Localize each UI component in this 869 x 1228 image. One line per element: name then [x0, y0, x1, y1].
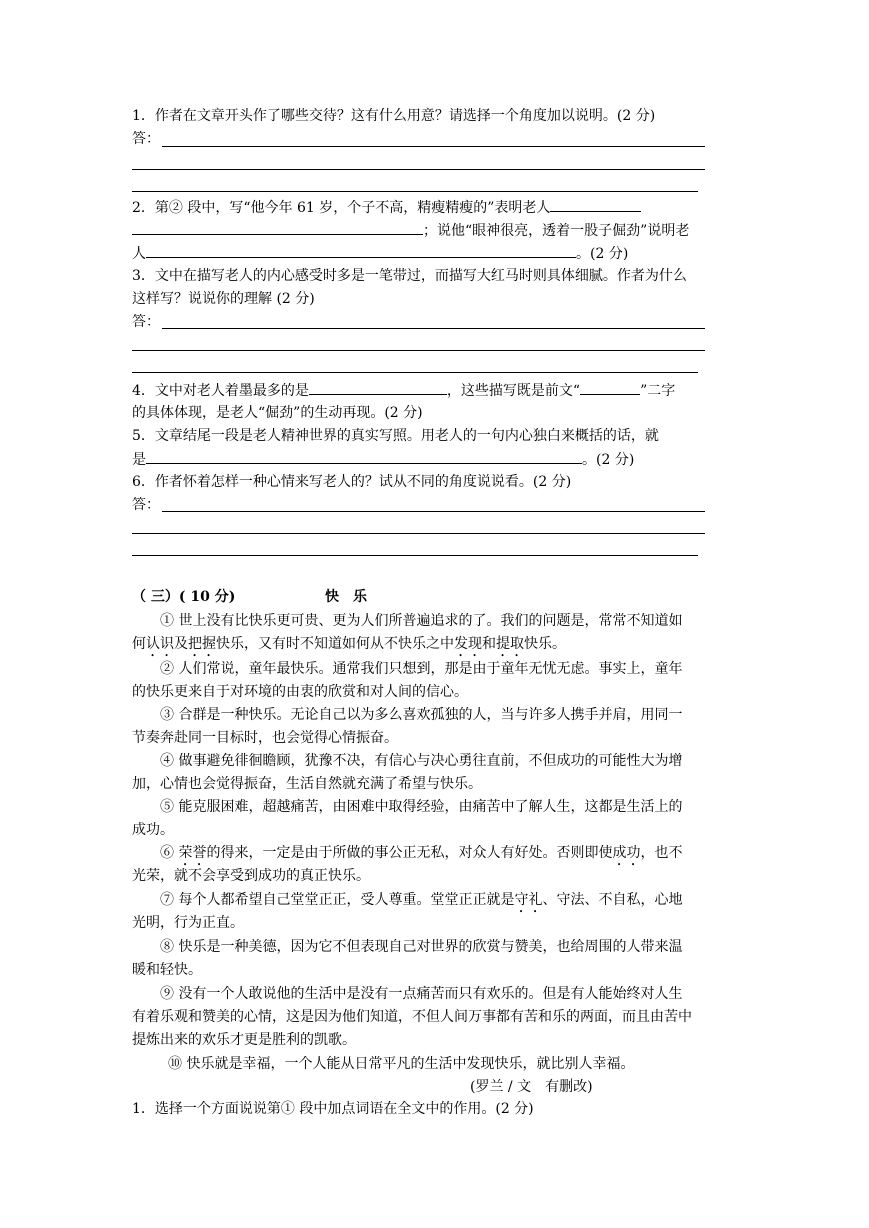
paragraph-9-cont-2: 提炼出来的欢乐才更是胜利的凯歌。: [132, 1032, 356, 1048]
question-4-line-1: 4．文中对老人着墨最多的是 ，这些描写既是前文“ ”二字: [132, 380, 675, 400]
paragraph-9: ⑨ 没有一个人敢说他的生活中是没有一点痛苦而只有欢乐的。但是有人能始终对人生: [160, 986, 683, 1002]
question-5-line-1: 5．文章结尾一段是老人精神世界的真实写照。用老人的一句内心独白来概括的话，就: [132, 428, 659, 444]
question-1: 1．作者在文章开头作了哪些交待？这有什么用意？请选择一个角度加以说明。(2 分): [132, 108, 656, 124]
question-3-line-1: 3．文中在描写老人的内心感受时多是一笔带过，而描写大红马时则具体细腻。作者为什么: [132, 268, 687, 284]
answer-line[interactable]: [132, 350, 705, 351]
paragraph-3: ③ 合群是一种快乐。无论自己以为多么喜欢孤独的人，当与许多人携手并肩，用同一: [160, 707, 683, 723]
final-question: 1．选择一个方面说说第① 段中加点词语在全文中的作用。(2 分): [132, 1101, 534, 1117]
question-2-line-3: 人 。(2 分): [132, 243, 628, 263]
paragraph-5: ⑤ 能克服困难，超越痛苦，由困难中取得经验，由痛苦中了解人生，这都是生活上的: [160, 799, 683, 815]
question-4-line-2: 的具体体现，是老人“倔劲”的生动再现。(2 分): [132, 405, 423, 421]
blank[interactable]: [309, 380, 447, 395]
paragraph-6: ⑥ 荣誉的得来，一定是由于所做的事公正无私，对众人有好处。否则即使成功，也不: [160, 845, 683, 861]
paragraph-6-cont: 光荣，就不会享受到成功的真正快乐。: [132, 868, 370, 884]
paragraph-5-cont: 成功。: [132, 822, 174, 838]
question-6: 6．作者怀着怎样一种心情来写老人的？试从不同的角度说说看。(2 分): [132, 474, 572, 490]
blank[interactable]: [580, 380, 640, 395]
blank[interactable]: [550, 197, 641, 212]
paragraph-9-cont-1: 有着乐观和赞美的心情，这是因为他们知道，不但人间万事都有苦和乐的两面，而且由苦中: [132, 1009, 692, 1025]
source-attribution: (罗兰 / 文 有删改): [470, 1079, 593, 1095]
answer-line[interactable]: [132, 533, 705, 534]
answer-label-1: 答：: [132, 131, 160, 147]
question-5-line-2: 是 。(2 分): [132, 449, 634, 469]
answer-label-6: 答：: [132, 497, 160, 513]
blank[interactable]: [132, 220, 423, 235]
answer-line[interactable]: [162, 146, 705, 147]
answer-line[interactable]: [162, 511, 705, 512]
answer-line[interactable]: [132, 555, 698, 556]
paragraph-8-cont: 暖和轻快。: [132, 962, 202, 978]
answer-line[interactable]: [132, 191, 698, 192]
paragraph-2-cont: 的快乐更来自于对环境的由衷的欣赏和对人间的信心。: [132, 684, 468, 700]
paragraph-8: ⑧ 快乐是一种美德，因为它不但表现自己对世界的欣赏与赞美，也给周围的人带来温: [160, 939, 683, 955]
question-2-line-2: ；说他“眼神很亮，透着一股子倔劲”说明老: [132, 220, 689, 240]
paragraph-7-cont: 光明，行为正直。: [132, 915, 244, 931]
answer-line[interactable]: [132, 372, 698, 373]
blank[interactable]: [146, 449, 582, 464]
paragraph-4-cont: 加，心情也会觉得振奋，生活自然就充满了希望与快乐。: [132, 776, 482, 792]
paragraph-1: ① 世上没有比快乐更可贵、更为人们所普遍追求的了。我们的问题是，常常不知道如: [160, 613, 683, 629]
answer-line[interactable]: [132, 169, 705, 170]
section-title: 快 乐: [325, 589, 367, 605]
answer-label-3: 答：: [132, 314, 160, 330]
paragraph-1-cont: 何认识及把握快乐，又有时不知道如何从不快乐之中发现和提取快乐。: [132, 636, 566, 652]
section-label: （ 三）( 10 分): [132, 589, 236, 605]
blank[interactable]: [146, 243, 576, 258]
paragraph-3-cont: 节奏奔赴同一目标时，也会觉得心情振奋。: [132, 730, 398, 746]
paragraph-7: ⑦ 每个人都希望自己堂堂正正，受人尊重。堂堂正正就是守礼、守法、不自私，心地: [160, 892, 683, 908]
paragraph-2: ② 人们常说，童年最快乐。通常我们只想到，那是由于童年无忧无虑。事实上，童年: [160, 661, 683, 677]
question-2-line-1: 2．第② 段中，写“他今年 61 岁，个子不高，精瘦精瘦的”表明老人: [132, 197, 641, 217]
question-3-line-2: 这样写？说说你的理解 (2 分): [132, 291, 315, 307]
paragraph-4: ④ 做事避免徘徊瞻顾，犹豫不决，有信心与决心勇往直前，不但成功的可能性大为增: [160, 753, 683, 769]
paragraph-10: ⑩ 快乐就是幸福，一个人能从日常平凡的生活中发现快乐，就比别人幸福。: [168, 1056, 635, 1072]
answer-line[interactable]: [162, 328, 705, 329]
